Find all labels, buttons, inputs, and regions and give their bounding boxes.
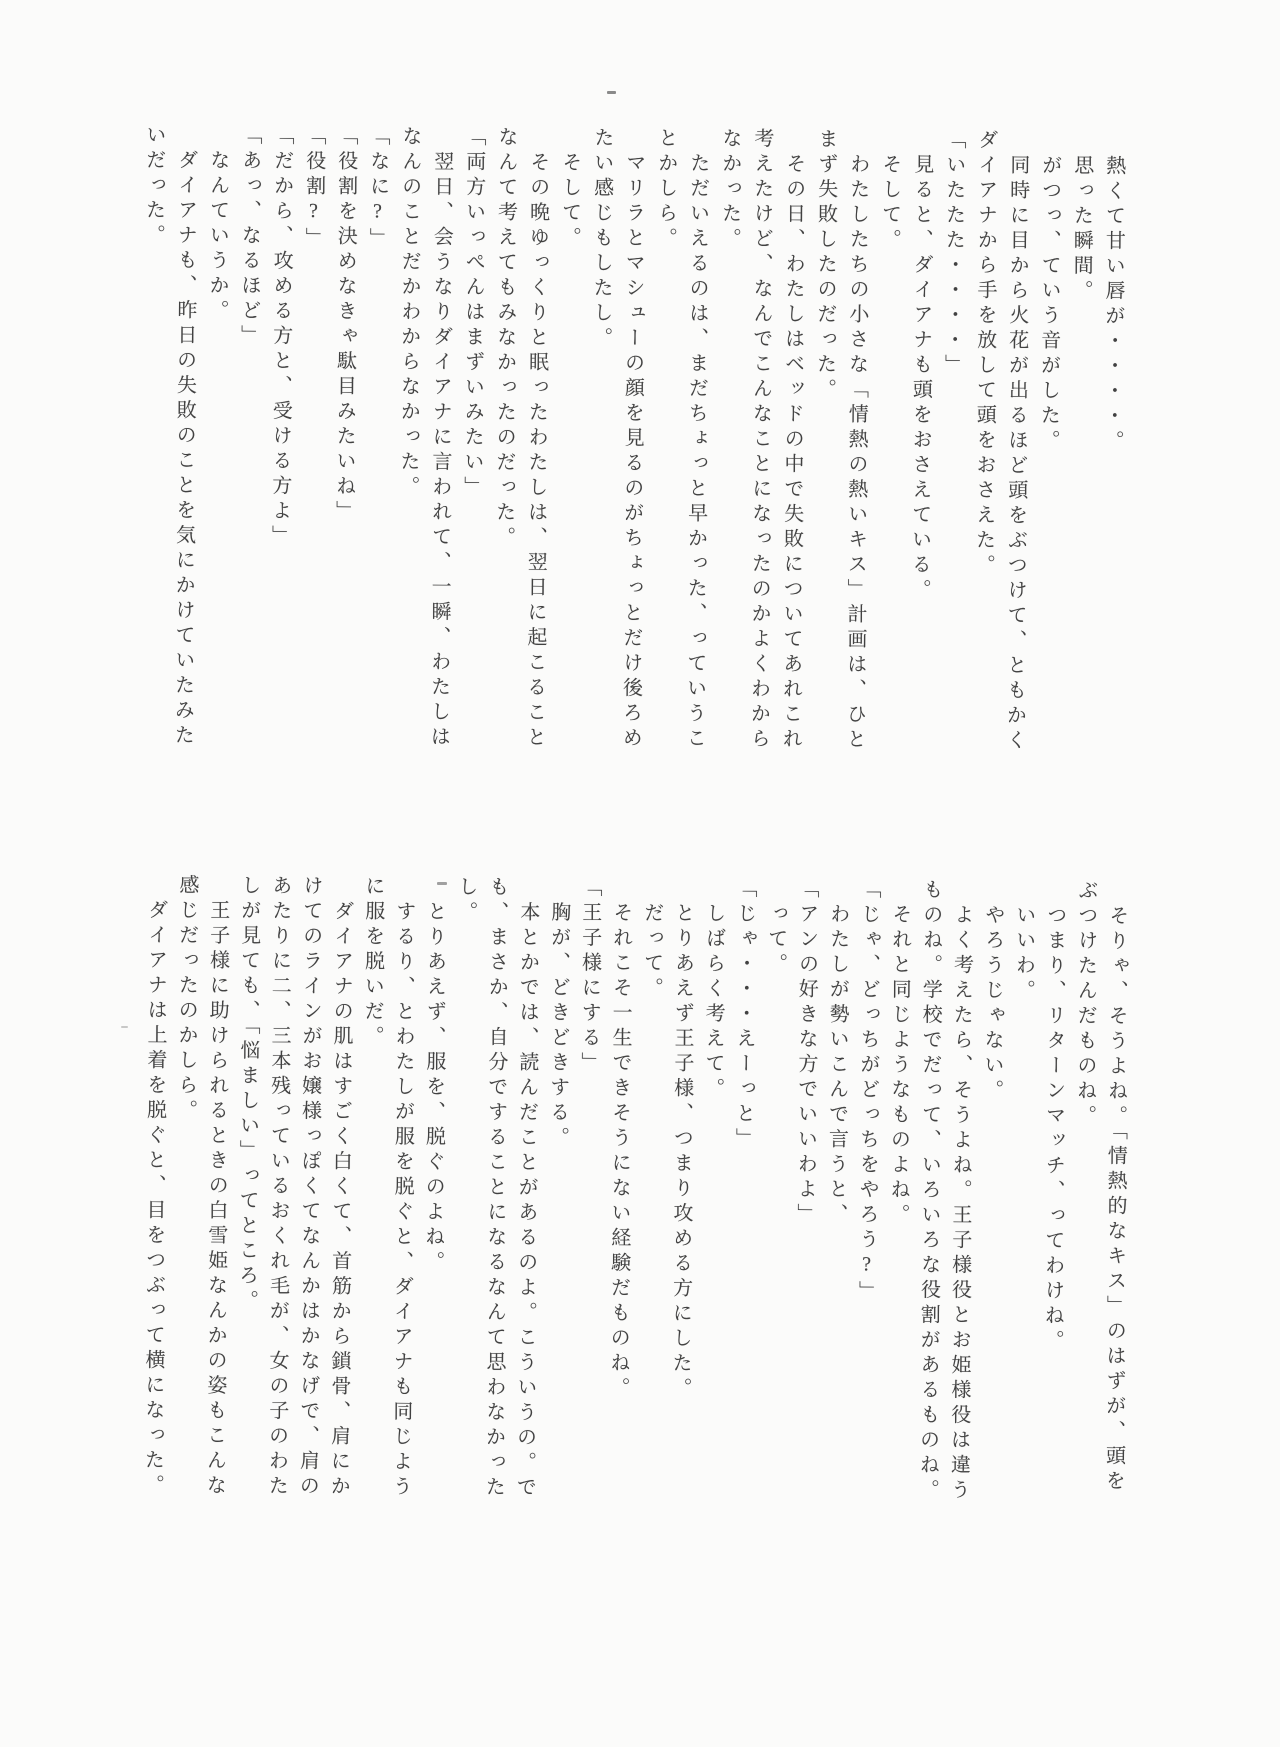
- paragraph: その晩ゆっくりと眠ったわたしは、翌日に起こることなんて考えてもみなかったのだった。: [492, 126, 549, 752]
- paragraph: わたしたちの小さな「情熱の熱いキス」計画は、ひとまず失敗したのだった。: [813, 128, 869, 754]
- upper-text-block: [134, 124, 1130, 764]
- dialogue-line: 「あっ、なるほど」: [237, 124, 262, 350]
- dialogue-line: 「じゃ・・・えーっと」: [732, 877, 757, 1153]
- paragraph: ただいえるのは、まだちょっと早かった、っていうことかしら。: [654, 127, 709, 753]
- paragraph: いいわ。: [1012, 904, 1035, 1005]
- paragraph: ダイアナは上着を脱ぐと、目をつぶって横になった。: [141, 898, 167, 1500]
- paragraph: しばらく考えて。: [701, 902, 725, 1103]
- paragraph: そして。: [878, 153, 901, 254]
- paragraph: やろうじゃない。: [980, 904, 1004, 1105]
- paragraph: それと同じようなものよね。: [886, 903, 911, 1229]
- paragraph: 翌日、会うなりダイアナに言われて、一瞬、わたしはなんのことだかわからなかった。: [396, 125, 453, 751]
- paragraph: 見ると、ダイアナも頭をおさえている。: [908, 153, 933, 604]
- dialogue-line: 「王子様にする」: [577, 876, 602, 1077]
- dialogue-line: 「両方いっぺんはまずいみたい」: [460, 125, 486, 502]
- dialogue-line: 「役割?」: [302, 124, 326, 253]
- paragraph: マリラとマシューの顔を見るのがちょっとだけ後ろめたい感じもしたし。: [589, 126, 645, 753]
- paragraph: がつっ、ていう音がした。: [1037, 154, 1061, 455]
- paragraph: つまり、リターンマッチ、ってわけね。: [1041, 904, 1066, 1355]
- dialogue-line: 「なに?」: [366, 125, 390, 253]
- paragraph: ダイアナの肌はすごく白くて、首筋から鎖骨、肩にかけてのラインがお嬢様っぽくてなんかはかなげで、肩のあたりに二、三本残っているおくれ毛が、女の子のわたしが見ても、「悩ましい」ってところ。: [235, 874, 353, 1501]
- paragraph: だって。: [640, 902, 663, 1003]
- paragraph: その日、わたしはベッドの中で失敗についてあれこれ考えたけど、なんでこんなことになったのかよくわからなかった。: [718, 127, 805, 754]
- dialogue-line: 「だから、攻める方と、受ける方よ」: [268, 124, 294, 550]
- lower-text-block: [136, 874, 1132, 1514]
- paragraph: 同時に目から火花が出るほど頭をぶつけて、ともかくダイアナから手を放して頭をおさえた。: [972, 129, 1029, 755]
- scan-speck: [121, 1026, 128, 1028]
- paragraph: 思った瞬間。: [1069, 154, 1093, 305]
- paragraph: するり、とわたしが服を脱ぐと、ダイアナも同じように服を脱いだ。: [360, 875, 415, 1501]
- paragraph: なんていうか。: [205, 149, 229, 325]
- paragraph: ダイアナも、昨日の失敗のことを気にかけていたみたいだった。: [142, 123, 197, 750]
- paragraph: って。: [764, 902, 787, 978]
- paragraph: そりゃ、そうよね。「情熱的なキス」のはずが、頭をぶつけたんだものね。: [1073, 879, 1128, 1495]
- paragraph: 本とかでは、読んだことがあるのよ。こういうの。でも、まさか、自分ですることになるなんて思わなかったし。: [454, 875, 539, 1502]
- dialogue-line: 「じゃ、どっちがどっちをやろう?」: [855, 878, 881, 1306]
- paragraph: とりあえず王子様、つまり攻める方にした。: [668, 902, 694, 1403]
- dialogue-line: 「いたたた・・・・」: [941, 128, 966, 379]
- paragraph: 王子様に助けられるときの白雪姫なんかの姿もこんな感じだったのかしら。: [174, 874, 229, 1500]
- scan-speck: [607, 91, 616, 94]
- paragraph: そして。: [558, 151, 581, 252]
- paragraph: 胸が、どきどきする。: [546, 901, 570, 1152]
- dialogue-line: 「アンの好きな方でいいわよ」: [793, 877, 819, 1229]
- paragraph: それこそ一生できそうにない経験だものね。: [606, 901, 632, 1402]
- paragraph: よく考えたら、そうよね。王子様役とお姫様役は違うものね。学校でだって、いろいろな役割があるものね。: [916, 878, 973, 1505]
- paragraph: 熱くて甘い唇が・・・・。: [1101, 154, 1125, 455]
- paragraph: わたしが勢いこんで言うと、: [824, 903, 849, 1229]
- dialogue-line: 「役割を決めなきゃ駄目みたいね」: [332, 125, 358, 526]
- paragraph: とりあえず、服を、脱ぐのよね。: [421, 900, 446, 1276]
